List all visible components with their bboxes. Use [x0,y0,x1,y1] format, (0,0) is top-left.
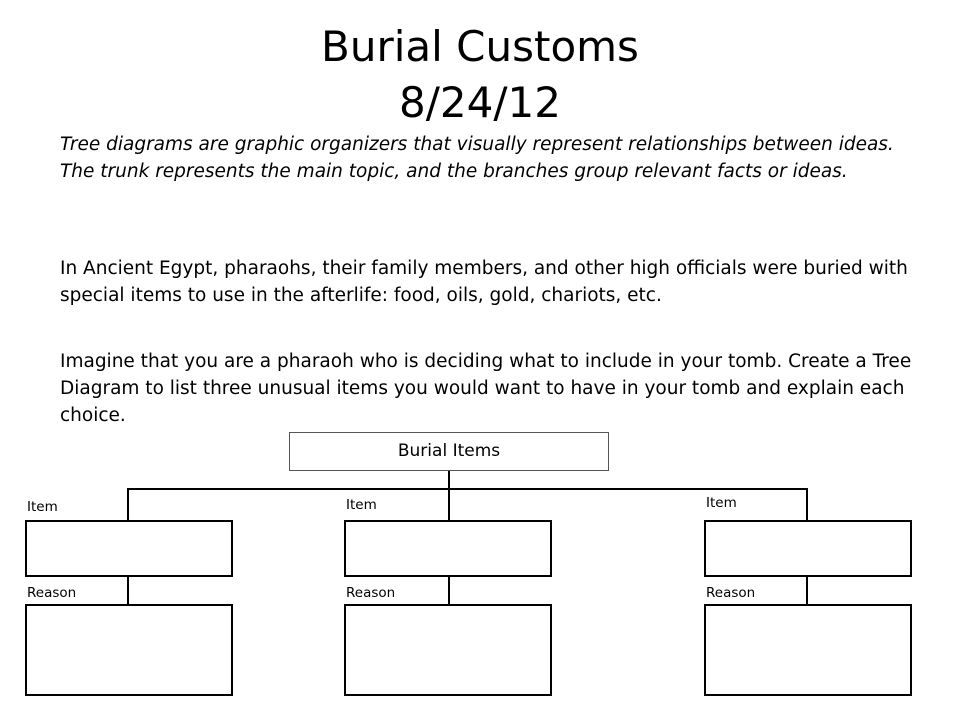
item-label-2: Item [346,497,377,513]
reason-box-3[interactable] [704,604,912,696]
intro-paragraph: Tree diagrams are graphic organizers that visually represent relationships between ideas. The trunk represents the main topic, and the branches group relevant facts or ideas. [60,134,894,182]
reason-box-2[interactable] [344,604,552,696]
reason-label-1: Reason [27,585,77,601]
reason-box-1[interactable] [25,604,233,696]
item-label-3: Item [706,495,737,511]
item-box-3[interactable] [704,520,912,577]
title-line-1: Burial Customs [321,22,639,71]
reason-label-2: Reason [346,585,396,601]
root-box-burial-items: Burial Items [289,432,609,471]
egypt-paragraph: In Ancient Egypt, pharaohs, their family members, and other high officials were buried with special items to use in the afterlife: food, oils, gold, chariots, etc. [60,258,908,306]
reason-label-3: Reason [706,585,756,601]
task-paragraph: Imagine that you are a pharaoh who is deciding what to include in your tomb. Create a Tree Diagram to list three unusual items you would want to have in your tomb and explain each choice. [60,351,912,426]
item-box-1[interactable] [25,520,233,577]
item-label-1: Item [27,499,58,515]
title-date: 8/24/12 [399,78,561,127]
item-box-2[interactable] [344,520,552,577]
